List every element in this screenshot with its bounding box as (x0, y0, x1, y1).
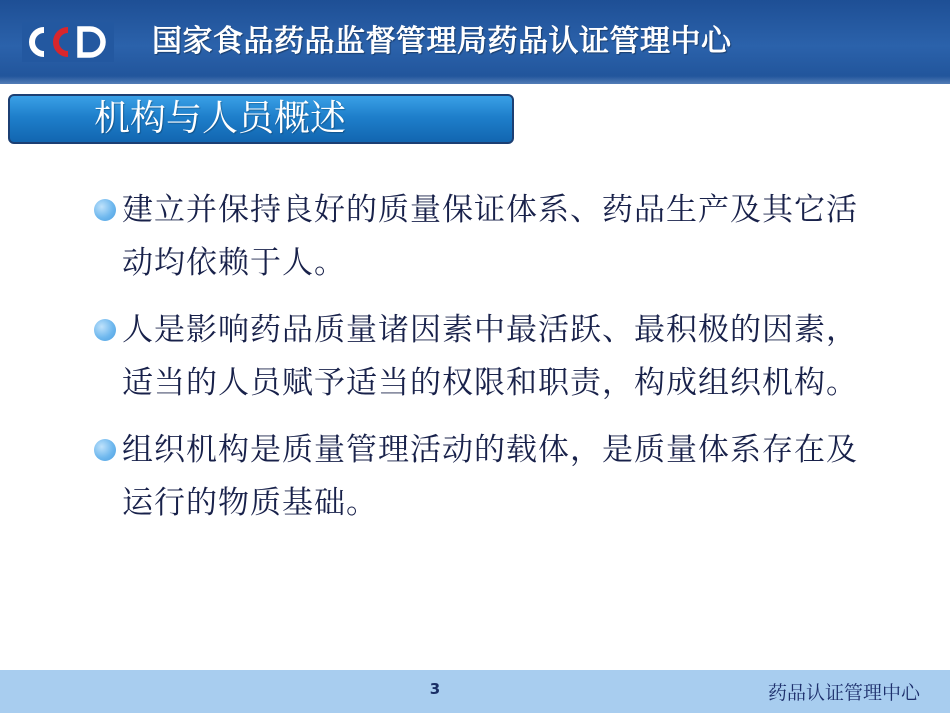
bullet-list (92, 184, 872, 544)
footer-label: 药品认证管理中心 (767, 682, 920, 704)
list-item (92, 304, 872, 410)
list-item (92, 184, 872, 290)
bullet-text: 组织机构是质量管理活动的载体，是质量体系存在及运行的物质基础。 (122, 432, 858, 521)
page-number: 3 (429, 680, 441, 698)
bullet-text: 人是影响药品质量诸因素中最活跃、最积极的因素，适当的人员赋予适当的权限和职责，构成组织机构。 (122, 312, 858, 401)
header-title: 国家食品药品监督管理局药品认证管理中心 (152, 24, 732, 59)
bullet-dot-icon (94, 199, 116, 221)
slide-title: 机构与人员概述 (94, 98, 347, 139)
header-banner (0, 0, 950, 84)
slide-title-box (8, 94, 514, 144)
bullet-dot-icon (94, 319, 116, 341)
ccd-logo (22, 22, 114, 62)
list-item (92, 424, 872, 530)
bullet-text: 建立并保持良好的质量保证体系、药品生产及其它活动均依赖于人。 (122, 192, 858, 281)
bullet-dot-icon (94, 439, 116, 461)
footer-bar (0, 670, 950, 713)
